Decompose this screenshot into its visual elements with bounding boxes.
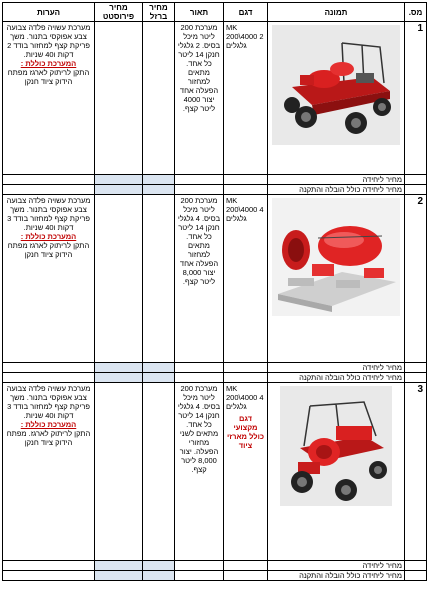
includes-title: המערכת כוללת : xyxy=(20,420,77,429)
product-image xyxy=(268,195,405,363)
header-row xyxy=(3,3,427,22)
description-cell: מערכת 200 ליטר מיכל בסיס. 4 גלגלי חנקן 14 ליטר כל אחד. מתאים למחזור הפעלה אחד יצור 8,000 ליטר קצף. xyxy=(175,195,224,363)
product-row xyxy=(3,195,427,363)
utv-with-equipment-boxes-icon xyxy=(280,386,392,506)
install-price-fiberglass[interactable] xyxy=(95,185,143,195)
unit-price-row xyxy=(3,363,427,373)
install-price-label: מחיר ליחידה כולל הובלה והתקנה xyxy=(268,373,405,383)
finish-text: מערכת עשויה פלדה צבועה צבע אפוקסי בתנור. משך פריקת קצף למחזור בודד 3 דקות ו40 שניות. xyxy=(6,384,91,420)
price-steel-cell xyxy=(143,195,175,363)
notes-cell xyxy=(3,22,95,175)
unit-price-row xyxy=(3,175,427,185)
header-num: מס. xyxy=(405,3,427,22)
product-row xyxy=(3,383,427,561)
row-number: 1 xyxy=(405,22,427,175)
price-quote-sheet xyxy=(2,2,426,581)
unit-price-fiberglass[interactable] xyxy=(95,561,143,571)
unit-price-steel[interactable] xyxy=(143,363,175,373)
includes-text: התקן לריתוק לארגז מפתח הידוק ציוד חנקן xyxy=(7,68,90,86)
unit-price-steel[interactable] xyxy=(143,175,175,185)
header-price-steel: מחיר ברזל xyxy=(143,3,175,22)
price-table xyxy=(2,2,427,581)
install-price-label: מחיר ליחידה כולל הובלה והתקנה xyxy=(268,571,405,581)
header-model: דגם xyxy=(224,3,268,22)
model-cell xyxy=(224,195,268,363)
includes-title: המערכת כוללת : xyxy=(20,232,77,241)
row-number: 3 xyxy=(405,383,427,561)
description-cell: מערכת 200 ליטר מיכל בסיס. 4 גלגלי חנקן 14 ליטר כל אחד. מתאים לשני מחזורי הפעלה. יצור 8,000 ליטר קצף. xyxy=(175,383,224,561)
install-price-steel[interactable] xyxy=(143,373,175,383)
notes-cell xyxy=(3,195,95,363)
model-highlight: דגם מקצועי כולל מארזי ציוד xyxy=(226,414,265,450)
product-row xyxy=(3,22,427,175)
install-price-fiberglass[interactable] xyxy=(95,373,143,383)
finish-text: מערכת עשויה פלדה צבועה צבע אפוקסי בתנור. משך פריקת קצף למחזור בודד 3 דקות ו40 שניות. xyxy=(6,196,91,232)
skid-foam-unit-icon xyxy=(272,198,400,316)
utv-with-red-foam-tank-icon xyxy=(272,25,400,145)
header-notes: הערות xyxy=(3,3,95,22)
includes-text: התקן לריתוק לארגז. מפתח הידוק ציוד חנקן xyxy=(6,429,91,447)
row-number: 2 xyxy=(405,195,427,363)
notes-cell xyxy=(3,383,95,561)
includes-title: המערכת כוללת : xyxy=(20,59,77,68)
unit-price-row xyxy=(3,561,427,571)
unit-price-label: מחיר ליחידה xyxy=(268,363,405,373)
unit-price-label: מחיר ליחידה xyxy=(268,561,405,571)
header-price-fiberglass: מחיר פירוסטט xyxy=(95,3,143,22)
header-description: תאור xyxy=(175,3,224,22)
install-price-fiberglass[interactable] xyxy=(95,571,143,581)
install-price-steel[interactable] xyxy=(143,571,175,581)
install-price-row xyxy=(3,571,427,581)
install-price-label: מחיר ליחידה כולל הובלה והתקנה xyxy=(268,185,405,195)
unit-price-fiberglass[interactable] xyxy=(95,175,143,185)
unit-price-label: מחיר ליחידה xyxy=(268,175,405,185)
price-fiberglass-cell xyxy=(95,22,143,175)
product-image xyxy=(268,22,405,175)
unit-price-fiberglass[interactable] xyxy=(95,363,143,373)
price-fiberglass-cell xyxy=(95,383,143,561)
model-text: MK 200\4000 4 גלגלים xyxy=(226,384,264,411)
finish-text: מערכת עשויה פלדה צבועה צבע אפוקסי בתנור. משך פריקת קצף למחזור בודד 2 דקות ו40 שניות. xyxy=(6,23,91,59)
description-cell: מערכת 200 ליטר מיכל בסיס. 2 גלגלי חנקן 14 ליטר כל אחד. מתאים למחזור הפעלה אחד יצור 4000 ליטר קצף. xyxy=(175,22,224,175)
price-steel-cell xyxy=(143,22,175,175)
header-image: תמונה xyxy=(268,3,405,22)
install-price-steel[interactable] xyxy=(143,185,175,195)
unit-price-steel[interactable] xyxy=(143,561,175,571)
install-price-row xyxy=(3,185,427,195)
includes-text: התקן לריתוק לארגז מפתח הידוק ציוד חנקן xyxy=(7,241,90,259)
model-cell xyxy=(224,383,268,561)
model-text: MK 200\4000 2 גלגלים xyxy=(226,23,264,50)
install-price-row xyxy=(3,373,427,383)
product-image xyxy=(268,383,405,561)
model-text: MK 200\4000 4 גלגלים xyxy=(226,196,264,223)
price-steel-cell xyxy=(143,383,175,561)
price-fiberglass-cell xyxy=(95,195,143,363)
model-cell xyxy=(224,22,268,175)
